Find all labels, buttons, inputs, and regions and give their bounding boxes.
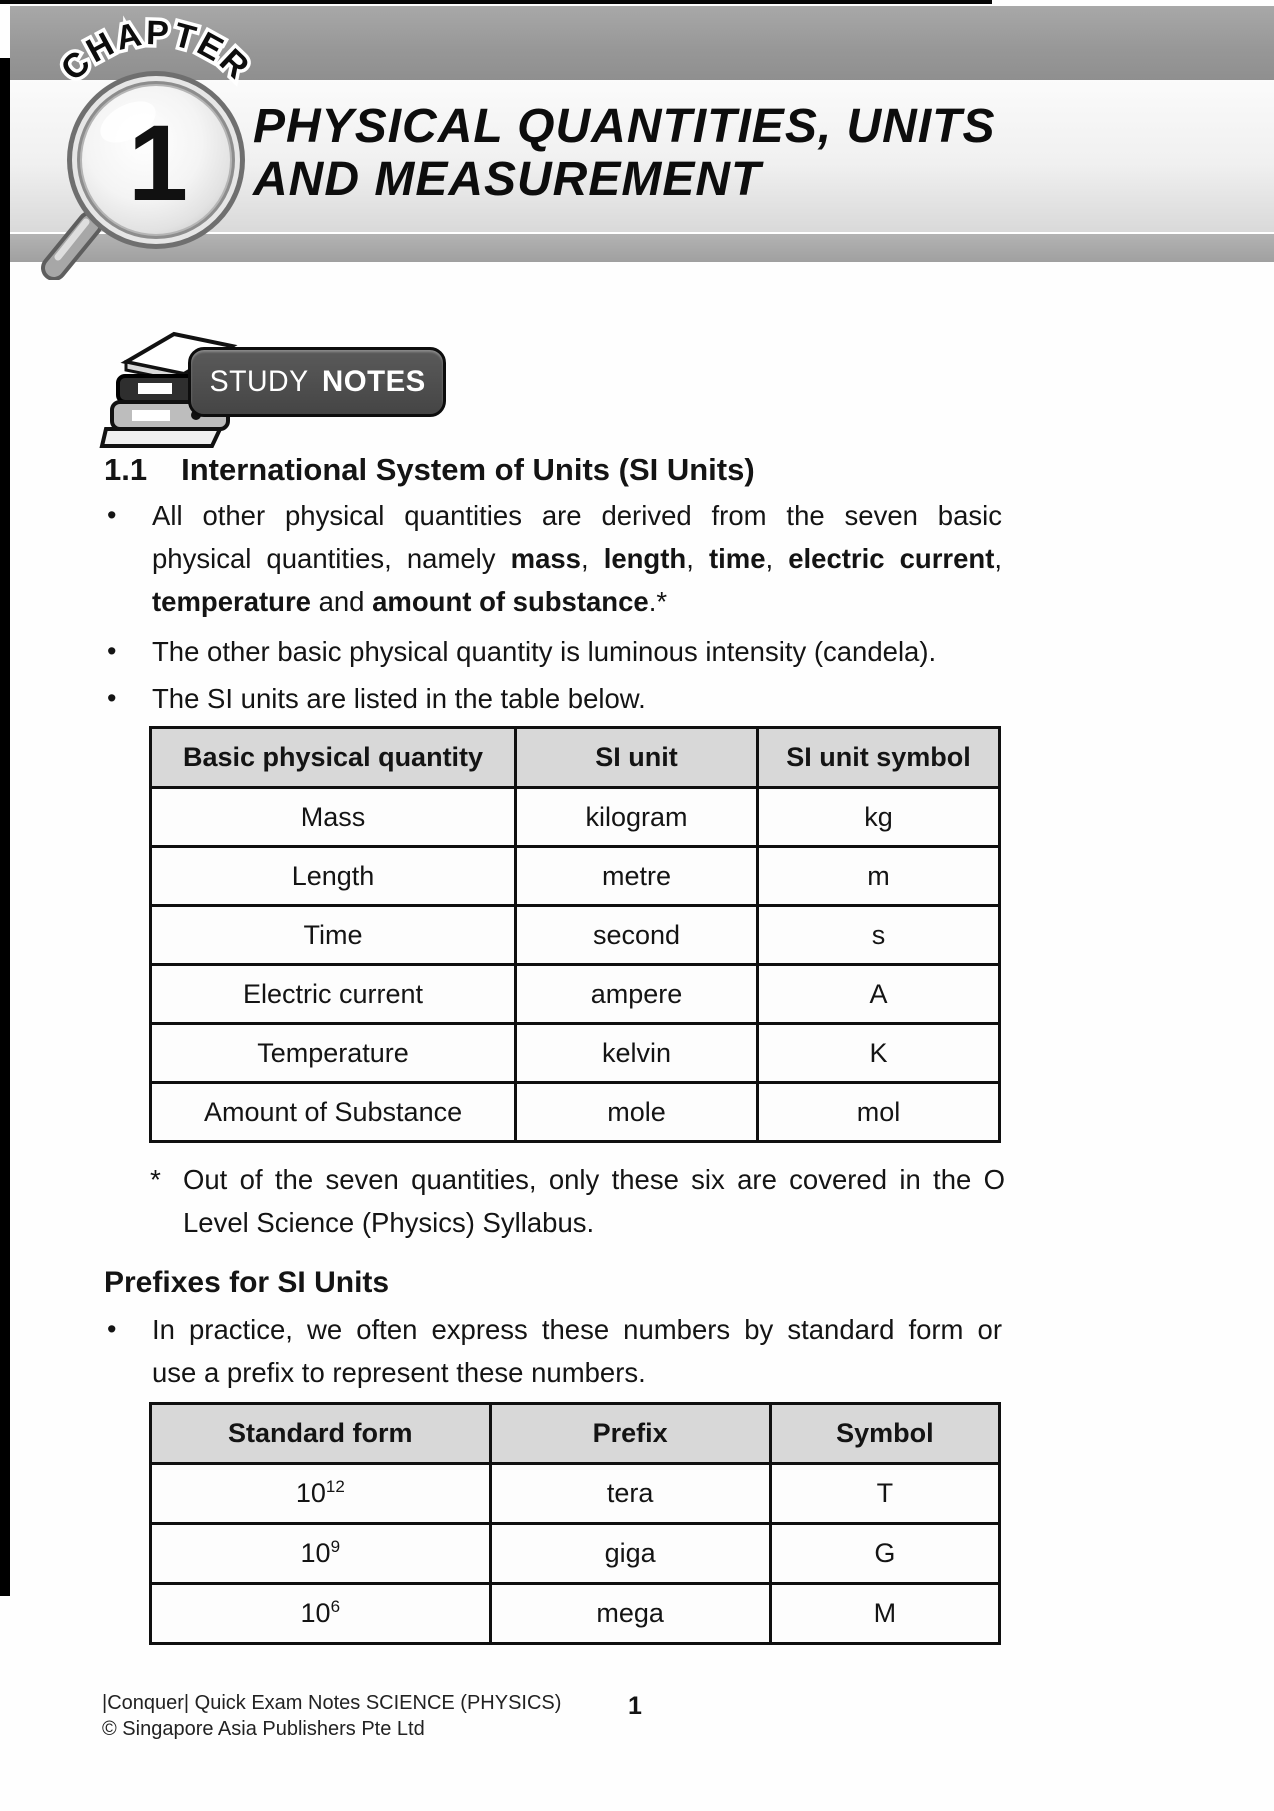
bullet-text xyxy=(152,1308,1002,1394)
chapter-title-line2: AND MEASUREMENT xyxy=(253,153,762,206)
table-row xyxy=(151,1524,1000,1584)
bullet-dot: • xyxy=(107,683,117,713)
table-row xyxy=(151,906,1000,965)
table-cell: m xyxy=(758,847,1000,906)
si-units-table xyxy=(149,726,1001,1143)
text-line: Out of the seven quantities, only these six are covered in the O xyxy=(183,1164,1005,1195)
table-header-cell: Symbol xyxy=(770,1404,999,1464)
table-cell: Electric current xyxy=(151,965,516,1024)
table-header-row xyxy=(151,728,1000,788)
table-cell: A xyxy=(758,965,1000,1024)
table-cell: ampere xyxy=(516,965,758,1024)
table-cell: second xyxy=(516,906,758,965)
text-line: temperature and amount of substance.* xyxy=(152,586,668,617)
table-header-cell: SI unit symbol xyxy=(758,728,1000,788)
table-cell: mole xyxy=(516,1083,758,1142)
footer-imprint-line1: |Conquer| Quick Exam Notes SCIENCE (PHYSICS) xyxy=(102,1692,562,1714)
table-cell: metre xyxy=(516,847,758,906)
text-line: use a prefix to represent these numbers. xyxy=(152,1357,646,1388)
table-cell-symbol: T xyxy=(770,1464,999,1524)
bullet-text: The SI units are listed in the table below. xyxy=(152,683,646,714)
bullet-text: The other basic physical quantity is luminous intensity (candela). xyxy=(152,636,937,667)
chapter-title xyxy=(253,100,1153,206)
table-header-cell: SI unit xyxy=(516,728,758,788)
scan-edge-left xyxy=(0,58,10,1596)
table-cell-standard-form: $10^9$ xyxy=(151,1524,491,1584)
scan-edge-top xyxy=(0,0,992,4)
table-cell-symbol: M xyxy=(770,1584,999,1644)
bullet-text xyxy=(152,494,1002,623)
table-header-cell: Basic physical quantity xyxy=(151,728,516,788)
table-cell-prefix: giga xyxy=(490,1524,770,1584)
text-line: physical quantities, namely mass, length, time, electric current, xyxy=(152,543,1003,574)
bullet-item-prefixes xyxy=(107,1308,1002,1394)
table-cell-prefix: mega xyxy=(490,1584,770,1644)
chapter-title-line1: PHYSICAL QUANTITIES, UNITS xyxy=(253,100,996,153)
table-header-cell: Prefix xyxy=(490,1404,770,1464)
table-cell: Amount of Substance xyxy=(151,1083,516,1142)
footer-imprint-line2: © Singapore Asia Publishers Pte Ltd xyxy=(102,1718,425,1740)
footer-imprint xyxy=(102,1690,561,1742)
prefixes-heading: Prefixes for SI Units xyxy=(104,1266,390,1299)
text-line: Level Science (Physics) Syllabus. xyxy=(183,1207,595,1238)
bullet-dot: • xyxy=(107,636,117,666)
table-cell: Mass xyxy=(151,788,516,847)
study-notes-badge xyxy=(188,347,446,417)
table-row xyxy=(151,1464,1000,1524)
text-line: All other physical quantities are derived from the seven basic xyxy=(152,500,1002,531)
table-row xyxy=(151,1584,1000,1644)
table-cell: Temperature xyxy=(151,1024,516,1083)
footnote-text xyxy=(183,1158,1005,1244)
table-cell: K xyxy=(758,1024,1000,1083)
footnote xyxy=(150,1158,1005,1244)
section-heading xyxy=(104,452,755,488)
magnifier-icon xyxy=(28,10,278,280)
section-title: International System of Units (SI Units) xyxy=(181,452,755,487)
table-cell: kg xyxy=(758,788,1000,847)
table-header-row xyxy=(151,1404,1000,1464)
bullet-item-si-units-table xyxy=(107,677,1002,720)
table-row xyxy=(151,1083,1000,1142)
bullet-dot: • xyxy=(107,500,117,530)
badge-label-notes: NOTES xyxy=(322,365,426,398)
text-line: In practice, we often express these numbers by standard form or xyxy=(152,1314,1002,1345)
table-row xyxy=(151,1024,1000,1083)
page-number: 1 xyxy=(628,1692,642,1720)
table-row xyxy=(151,788,1000,847)
table-cell-standard-form: $10^6$ xyxy=(151,1584,491,1644)
chapter-number: 1 xyxy=(127,102,189,223)
table-header-cell: Standard form xyxy=(151,1404,491,1464)
table-cell-symbol: G xyxy=(770,1524,999,1584)
bullet-item-derived-quantities xyxy=(107,494,1002,623)
table-cell: Time xyxy=(151,906,516,965)
footnote-marker: * xyxy=(150,1164,161,1195)
table-cell-prefix: tera xyxy=(490,1464,770,1524)
section-number: 1.1 xyxy=(104,452,148,487)
table-row xyxy=(151,847,1000,906)
table-cell: kilogram xyxy=(516,788,758,847)
badge-label-study: STUDY xyxy=(209,365,309,398)
table-cell-standard-form: $10^{12}$ xyxy=(151,1464,491,1524)
bullet-item-luminous-intensity xyxy=(107,630,1002,673)
table-cell: s xyxy=(758,906,1000,965)
table-cell: Length xyxy=(151,847,516,906)
table-row xyxy=(151,965,1000,1024)
table-cell: mol xyxy=(758,1083,1000,1142)
chapter-arc-label: CHAPTER xyxy=(53,14,259,89)
table-cell: kelvin xyxy=(516,1024,758,1083)
bullet-dot: • xyxy=(107,1314,117,1344)
prefix-table xyxy=(149,1402,1001,1645)
